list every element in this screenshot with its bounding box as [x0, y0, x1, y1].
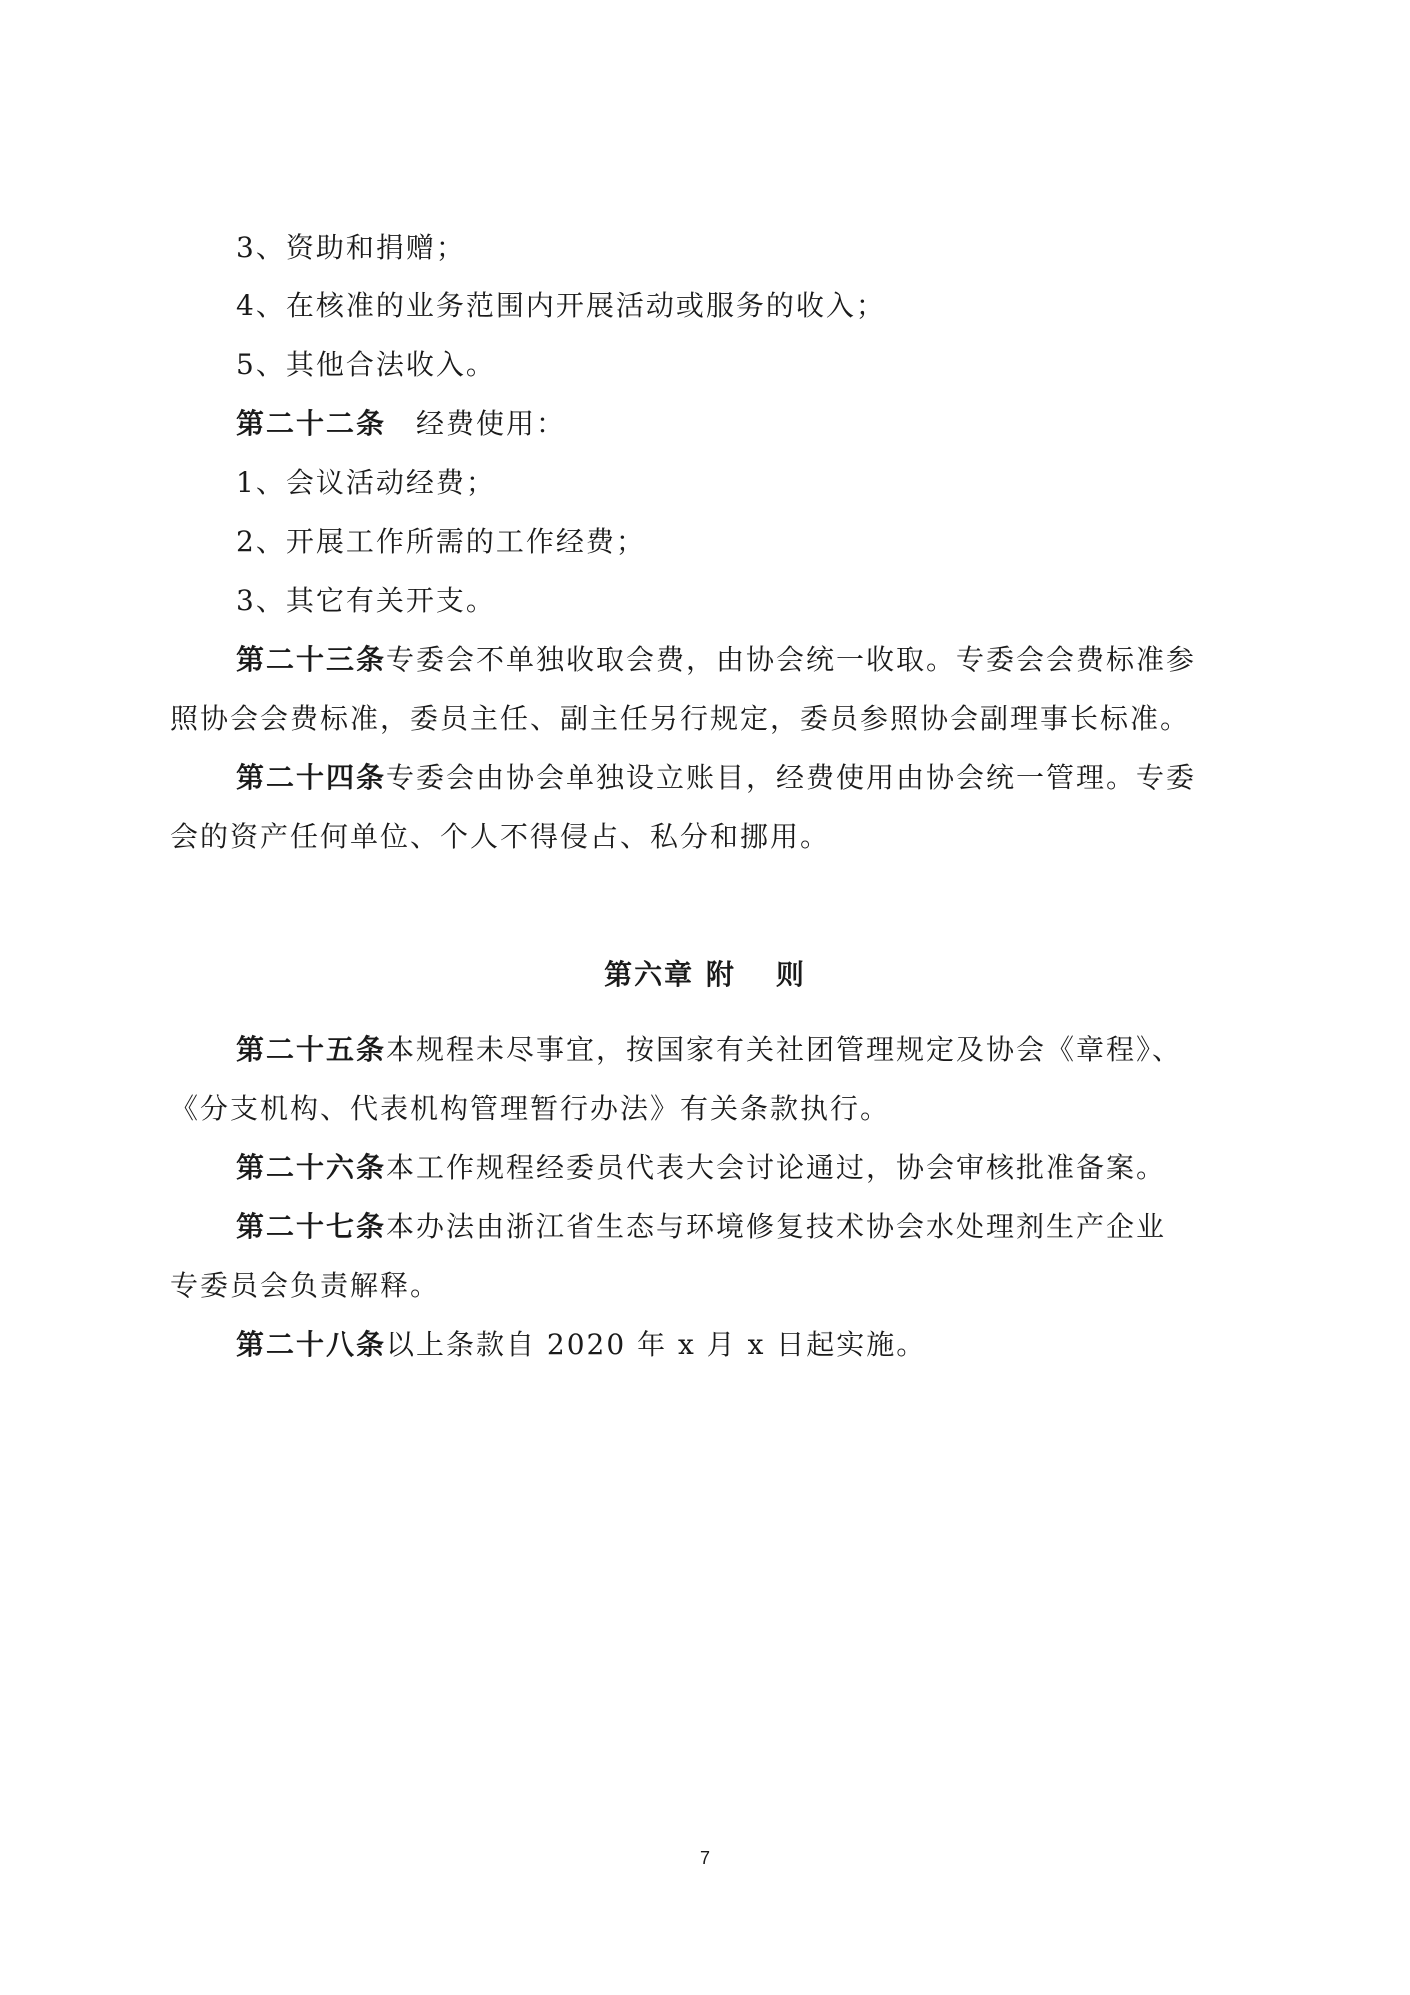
line-text: 4、在核准的业务范围内开展活动或服务的收入； — [236, 289, 886, 322]
line-text: 会的资产任何单位、个人不得侵占、私分和挪用。 — [170, 820, 831, 853]
article-23 — [236, 640, 1196, 680]
article-text: 经费使用： — [386, 407, 567, 440]
line-text: 专委员会负责解释。 — [170, 1269, 441, 1302]
article-heading: 第二十五条 — [236, 1033, 387, 1066]
article-24 — [236, 758, 1196, 798]
paragraph-line — [170, 1089, 890, 1129]
chapter-heading — [0, 955, 1410, 995]
line-text: 5、其他合法收入。 — [236, 348, 496, 381]
article-heading: 第二十六条 — [236, 1151, 387, 1184]
article-text: 以上条款自 2020 年 x 月 x 日起实施。 — [386, 1328, 927, 1361]
paragraph-line — [170, 699, 1190, 739]
article-27 — [236, 1207, 1166, 1247]
paragraph-line — [236, 522, 646, 562]
article-text: 专委会不单独收取会费，由协会统一收取。专委会会费标准参 — [386, 643, 1197, 676]
article-heading: 第二十四条 — [236, 761, 387, 794]
paragraph-line — [170, 1266, 440, 1306]
article-heading: 第二十七条 — [236, 1210, 387, 1243]
paragraph-line — [236, 228, 466, 268]
article-heading: 第二十八条 — [236, 1328, 387, 1361]
paragraph-line — [236, 345, 496, 385]
line-text: 2、开展工作所需的工作经费； — [236, 525, 646, 558]
article-heading: 第二十二条 — [236, 407, 387, 440]
paragraph-line — [236, 286, 886, 326]
line-text: 3、资助和捐赠； — [236, 231, 466, 264]
article-28 — [236, 1325, 926, 1365]
line-text: 3、其它有关开支。 — [236, 584, 496, 617]
chapter-title: 第六章 附 — [604, 958, 736, 991]
paragraph-line — [236, 463, 496, 503]
page-number: 7 — [699, 1848, 710, 1868]
line-text: 《分支机构、代表机构管理暂行办法》有关条款执行。 — [170, 1092, 891, 1125]
article-heading: 第二十三条 — [236, 643, 387, 676]
article-text: 本工作规程经委员代表大会讨论通过，协会审核批准备案。 — [386, 1151, 1167, 1184]
paragraph-line — [236, 581, 496, 621]
line-text: 照协会会费标准，委员主任、副主任另行规定，委员参照协会副理事长标准。 — [170, 702, 1191, 735]
article-26 — [236, 1148, 1166, 1188]
paragraph-line — [170, 817, 830, 857]
article-22 — [236, 404, 566, 444]
article-text: 本规程未尽事宜，按国家有关社团管理规定及协会《章程》、 — [386, 1033, 1183, 1066]
chapter-title-end: 则 — [775, 958, 806, 991]
article-text: 专委会由协会单独设立账目，经费使用由协会统一管理。专委 — [386, 761, 1197, 794]
article-text: 本办法由浙江省生态与环境修复技术协会水处理剂生产企业 — [386, 1210, 1167, 1243]
line-text: 1、会议活动经费； — [236, 466, 496, 499]
article-25 — [236, 1030, 1182, 1070]
